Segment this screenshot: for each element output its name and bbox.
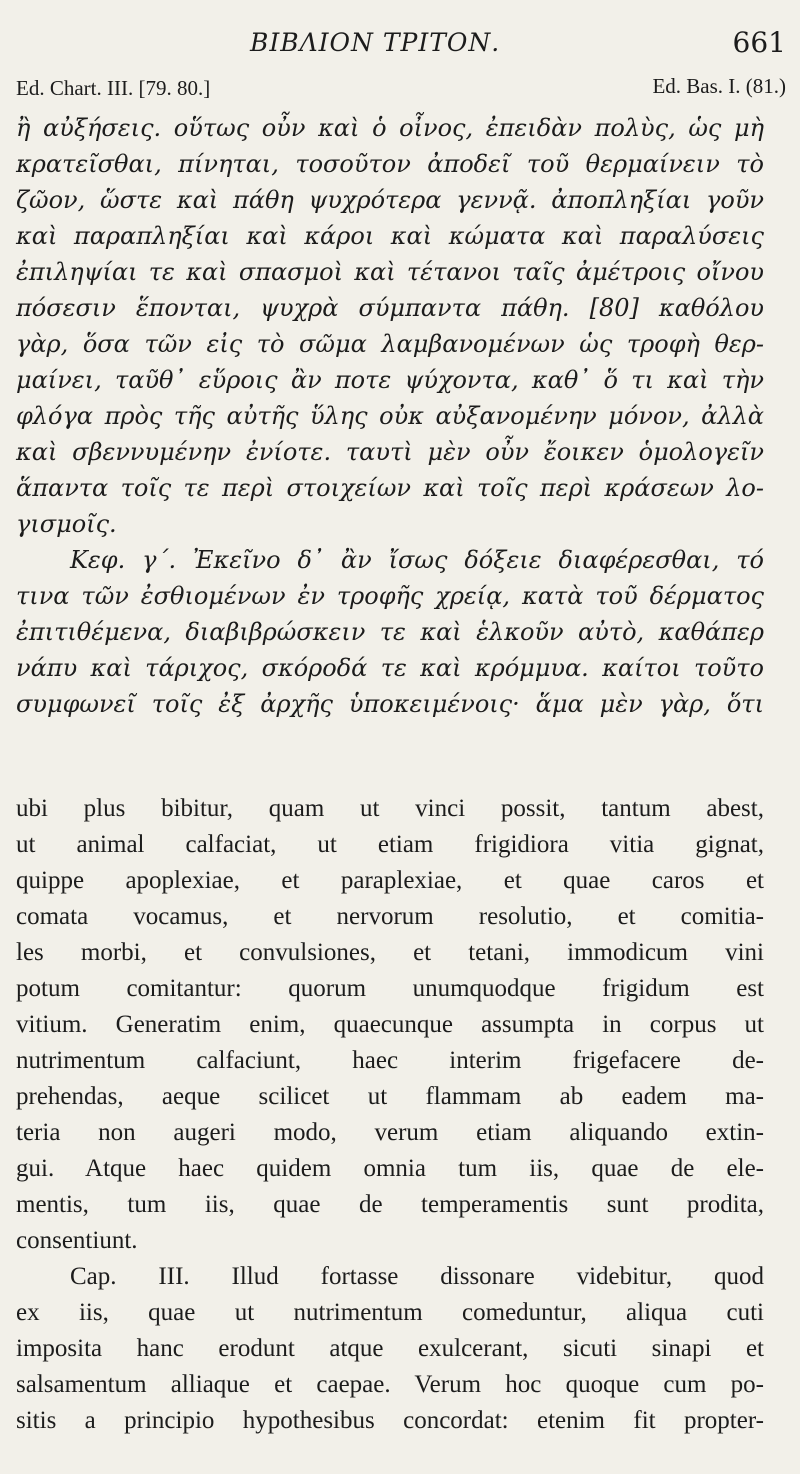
edition-reference-chart: Ed. Chart. III. [79. 80.]: [16, 76, 211, 100]
latin-line: vitium. Generatim enim, quaecunque assumpta in corpus ut: [16, 1011, 764, 1038]
latin-line: nutrimentum calfaciunt, haec interim frigefacere de-: [16, 1047, 764, 1074]
running-head: ΒΙΒΛΙΟΝ ΤΡΙΤΟΝ.: [250, 28, 501, 57]
greek-chapter-heading-line: Κεφ. γ΄. Ἐκεῖνο δ᾽ ἂν ἴσως δόξειε διαφέρεσθαι, τό: [70, 546, 764, 574]
greek-line: γισμοῖς.: [16, 510, 117, 538]
latin-line: prehendas, aeque scilicet ut flammam ab eadem ma-: [16, 1083, 764, 1110]
greek-line: τινα τῶν ἐσθιομένων ἐν τροφῆς χρείᾳ, κατὰ τοῦ δέρματος: [16, 582, 764, 610]
greek-line: γὰρ, ὅσα τῶν εἰς τὸ σῶμα λαμβανομένων ὡς τροφὴ θερ-: [16, 330, 764, 358]
greek-line: ἐπιληψίαι τε καὶ σπασμοὶ καὶ τέτανοι ταῖς ἀμέτροις οἴνου: [16, 258, 764, 286]
greek-line: κρατεῖσθαι, πίνηται, τοσοῦτον ἀποδεῖ τοῦ θερμαίνειν τὸ: [16, 150, 764, 178]
latin-line: teria non augeri modo, verum etiam aliquando extin-: [16, 1119, 764, 1146]
latin-line: ex iis, quae ut nutrimentum comeduntur, aliqua cuti: [16, 1299, 764, 1326]
greek-line: καὶ παραπληξίαι καὶ κάροι καὶ κώματα καὶ παραλύσεις: [16, 222, 764, 250]
greek-line: πόσεσιν ἕπονται, ψυχρὰ σύμπαντα πάθη. [80] καθόλου: [16, 294, 764, 322]
latin-line: imposita hanc erodunt atque exulcerant, sicuti sinapi et: [16, 1335, 764, 1362]
latin-line: mentis, tum iis, quae de temperamentis sunt prodita,: [16, 1191, 764, 1218]
latin-line: consentiunt.: [16, 1227, 138, 1254]
greek-line: μαίνει, ταῦθ᾽ εὕροις ἂν ποτε ψύχοντα, καθ᾽ ὅ τι καὶ τὴν: [16, 366, 764, 394]
greek-line: νάπυ καὶ τάριχος, σκόροδά τε καὶ κρόμμυα. καίτοι τοῦτο: [16, 654, 764, 682]
page-number: 661: [732, 26, 786, 59]
latin-line: les morbi, et convulsiones, et tetani, immodicum vini: [16, 939, 764, 966]
latin-line: ubi plus bibitur, quam ut vinci possit, tantum abest,: [16, 795, 764, 822]
edition-reference-basel: Ed. Bas. I. (81.): [652, 74, 786, 98]
latin-line: salsamentum alliaque et caepae. Verum hoc quoque cum po-: [16, 1371, 764, 1398]
latin-line: potum comitantur: quorum unumquodque frigidum est: [16, 975, 764, 1002]
latin-line: gui. Atque haec quidem omnia tum iis, quae de ele-: [16, 1155, 764, 1182]
latin-line: comata vocamus, et nervorum resolutio, et comitia-: [16, 903, 764, 930]
latin-chapter-heading-line: Cap. III. Illud fortasse dissonare videbitur, quod: [70, 1263, 764, 1290]
greek-line: ἅπαντα τοῖς τε περὶ στοιχείων καὶ τοῖς περὶ κράσεων λο-: [16, 474, 764, 502]
greek-line: ζῶον, ὥστε καὶ πάθη ψυχρότερα γεννᾷ. ἀποπληξίαι γοῦν: [16, 186, 764, 214]
latin-line: ut animal calfaciat, ut etiam frigidiora vitia gignat,: [16, 831, 764, 858]
greek-line: ἢ αὐξήσεις. οὕτως οὖν καὶ ὁ οἶνος, ἐπειδὰν πολὺς, ὡς μὴ: [16, 114, 764, 142]
greek-line: φλόγα πρὸς τῆς αὐτῆς ὕλης οὐκ αὐξανομένην μόνον, ἀλλὰ: [16, 402, 764, 430]
greek-line: ἐπιτιθέμενα, διαβιβρώσκειν τε καὶ ἑλκοῦν αὐτὸ, καθάπερ: [16, 618, 764, 646]
latin-line: quippe apoplexiae, et paraplexiae, et quae caros et: [16, 867, 764, 894]
greek-line: καὶ σβεννυμένην ἐνίοτε. ταυτὶ μὲν οὖν ἔοικεν ὁμολογεῖν: [16, 438, 764, 466]
greek-line: συμφωνεῖ τοῖς ἐξ ἀρχῆς ὑποκειμένοις· ἅμα μὲν γὰρ, ὅτι: [16, 690, 764, 718]
latin-line: sitis a principio hypothesibus concordat: etenim fit propter-: [16, 1407, 764, 1434]
